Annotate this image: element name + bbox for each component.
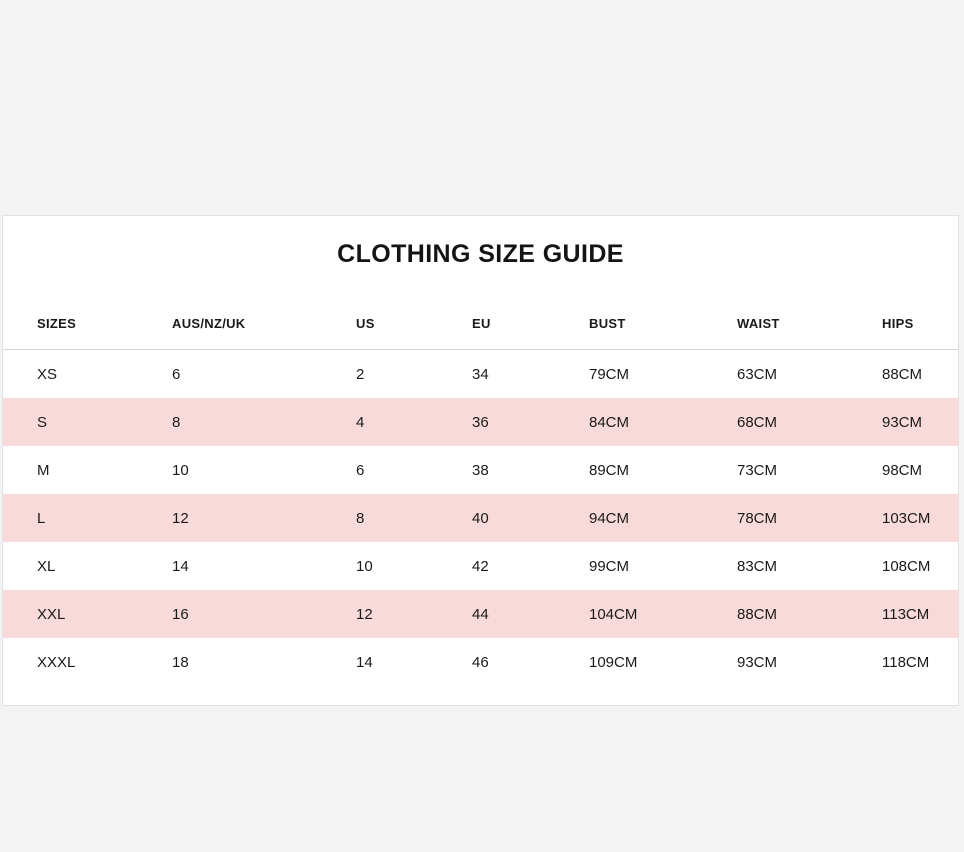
table-cell: 89CM <box>589 461 630 479</box>
table-header-row <box>3 297 958 350</box>
table-cell: 18 <box>172 653 189 671</box>
table-cell: 14 <box>172 557 189 575</box>
table-row <box>3 398 958 446</box>
table-cell: M <box>37 461 50 479</box>
table-cell: 79CM <box>589 365 630 383</box>
table-cell: 113CM <box>882 605 930 623</box>
table-cell: 12 <box>356 605 373 623</box>
table-cell: 8 <box>356 509 365 527</box>
table-row <box>3 494 958 542</box>
table-cell: 6 <box>172 365 181 383</box>
column-header-hips: HIPS <box>848 297 958 350</box>
table-cell: 88CM <box>737 605 778 623</box>
column-header-sizes: SIZES <box>3 297 138 350</box>
table-cell: 78CM <box>737 509 778 527</box>
table-cell: 42 <box>472 557 489 575</box>
table-cell: 118CM <box>882 653 930 671</box>
table-cell: 94CM <box>589 509 630 527</box>
size-guide-card <box>2 215 959 706</box>
table-cell: 38 <box>472 461 489 479</box>
table-cell: 34 <box>472 365 489 383</box>
table-cell: 93CM <box>737 653 778 671</box>
table-cell: 108CM <box>882 557 931 575</box>
column-header-ausnzuk: AUS/NZ/UK <box>138 297 322 350</box>
table-header <box>3 297 958 350</box>
table-cell: 8 <box>172 413 181 431</box>
table-cell: 83CM <box>737 557 778 575</box>
table-cell: 40 <box>472 509 489 527</box>
table-cell: 104CM <box>589 605 638 623</box>
table-cell: 98CM <box>882 461 923 479</box>
table-row <box>3 446 958 494</box>
table-cell: XS <box>37 365 58 383</box>
table-cell: 16 <box>172 605 189 623</box>
table-cell: 36 <box>472 413 489 431</box>
table-cell: XXXL <box>37 653 76 671</box>
table-cell: 109CM <box>589 653 638 671</box>
table-row <box>3 638 958 686</box>
column-header-eu: EU <box>438 297 555 350</box>
table-cell: 46 <box>472 653 489 671</box>
table-cell: 2 <box>356 365 365 383</box>
table-cell: 44 <box>472 605 489 623</box>
table-cell: 63CM <box>737 365 778 383</box>
table-cell: 10 <box>356 557 373 575</box>
table-cell: XXL <box>37 605 66 623</box>
table-row <box>3 542 958 590</box>
table-cell: L <box>37 509 46 527</box>
table-cell: S <box>37 413 48 431</box>
table-cell: 6 <box>356 461 365 479</box>
table-cell: 68CM <box>737 413 778 431</box>
table-cell: 93CM <box>882 413 923 431</box>
table-cell: XL <box>37 557 56 575</box>
column-header-us: US <box>322 297 438 350</box>
column-header-waist: WAIST <box>703 297 848 350</box>
table-cell: 10 <box>172 461 189 479</box>
table-row <box>3 350 958 399</box>
table-cell: 73CM <box>737 461 778 479</box>
size-guide-table <box>3 297 958 686</box>
table-row <box>3 590 958 638</box>
table-cell: 4 <box>356 413 365 431</box>
table-cell: 103CM <box>882 509 931 527</box>
table-cell: 14 <box>356 653 373 671</box>
size-guide-title: CLOTHING SIZE GUIDE <box>337 240 624 268</box>
size-guide-body <box>3 350 958 687</box>
table-cell: 99CM <box>589 557 630 575</box>
table-cell: 12 <box>172 509 189 527</box>
table-cell: 88CM <box>882 365 923 383</box>
table-cell: 84CM <box>589 413 630 431</box>
column-header-bust: BUST <box>555 297 703 350</box>
